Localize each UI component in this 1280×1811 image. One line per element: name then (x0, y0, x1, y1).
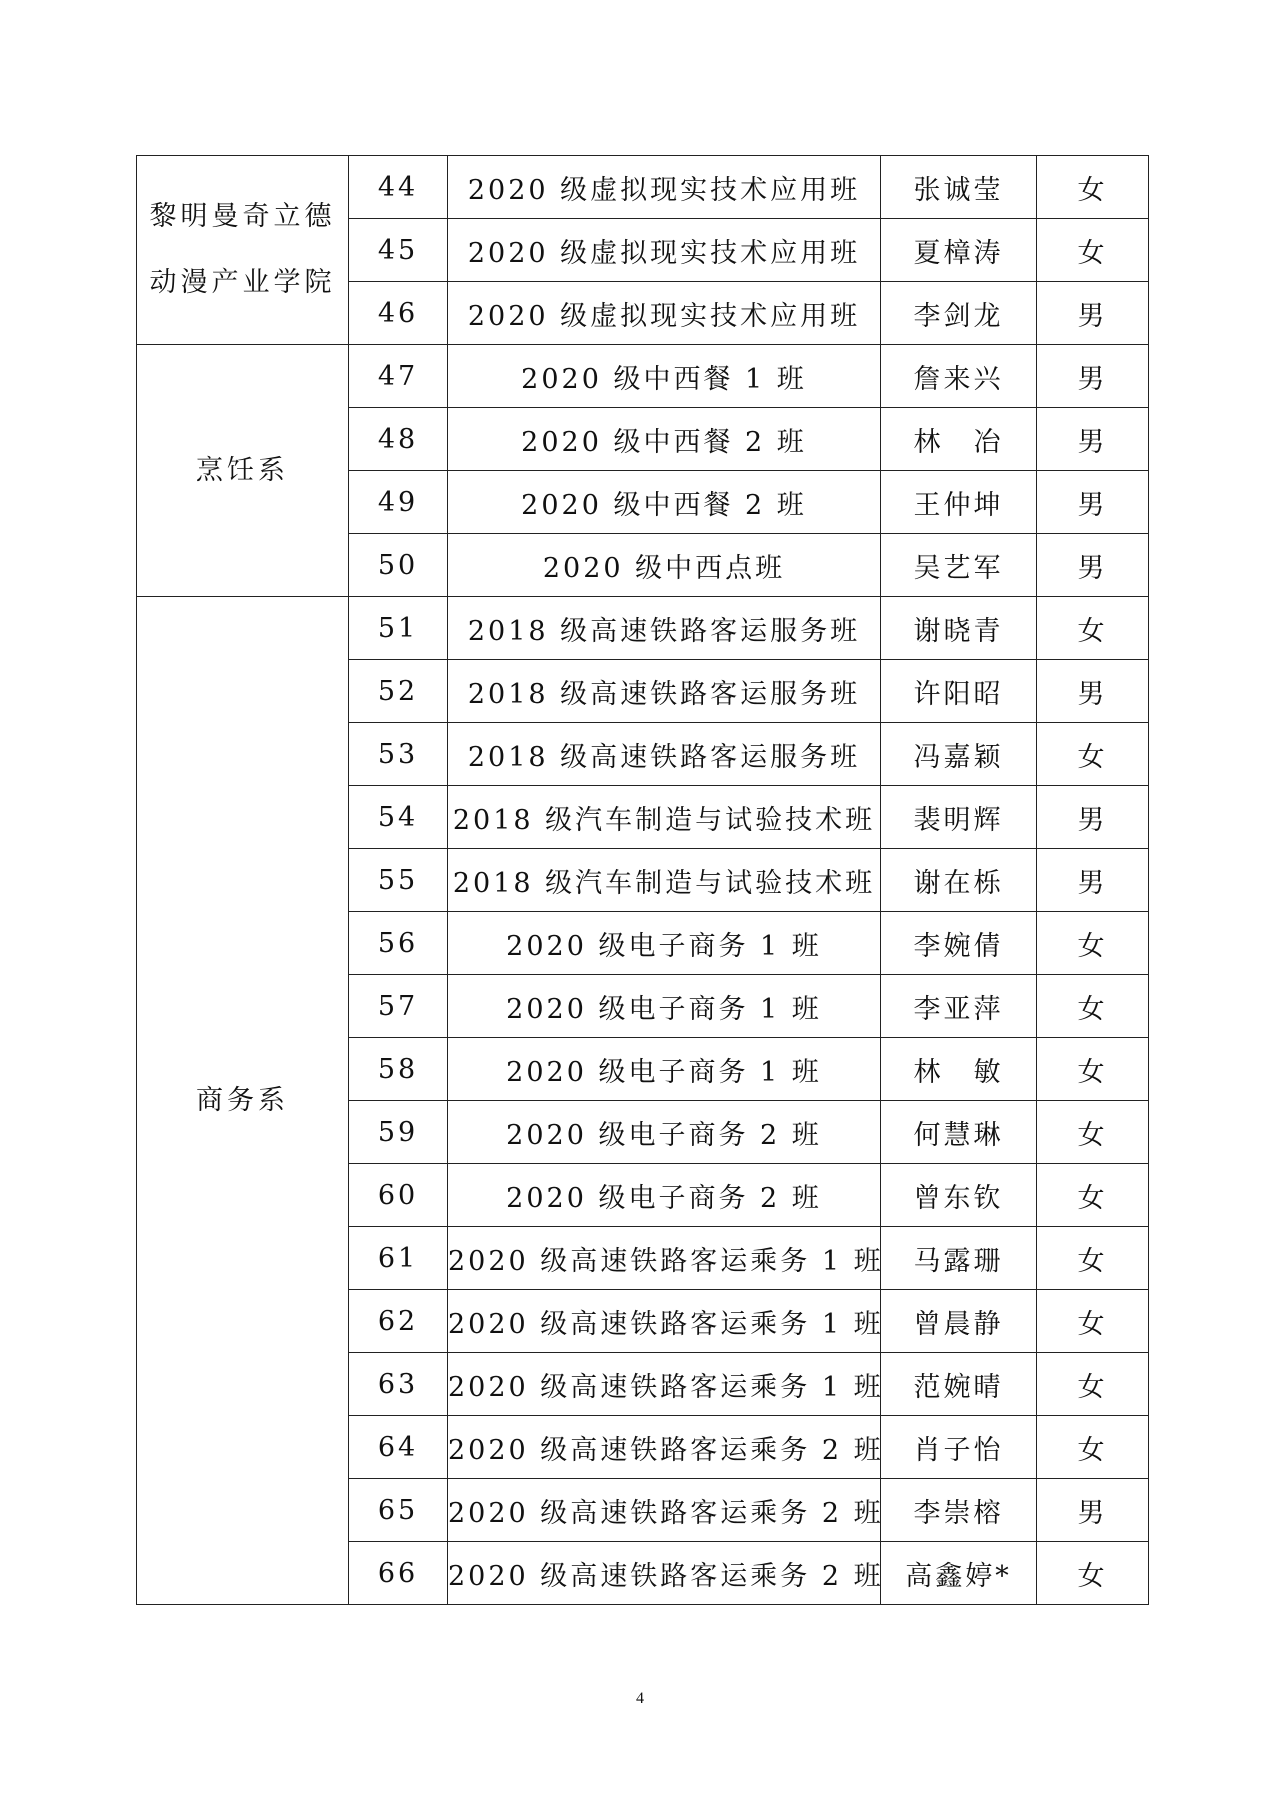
row-number-cell: 47 (349, 345, 448, 408)
row-number-cell: 65 (349, 1479, 448, 1542)
gender-cell: 女 (1037, 912, 1149, 975)
row-number-cell: 66 (349, 1542, 448, 1605)
gender-cell: 男 (1037, 408, 1149, 471)
student-name-cell: 李崇榕 (881, 1479, 1037, 1542)
gender-cell: 女 (1037, 1416, 1149, 1479)
student-name-cell: 裴明辉 (881, 786, 1037, 849)
class-name-cell: 2020 级高速铁路客运乘务 1 班 (448, 1353, 881, 1416)
gender-cell: 男 (1037, 471, 1149, 534)
row-number-cell: 49 (349, 471, 448, 534)
row-number-cell: 48 (349, 408, 448, 471)
gender-cell: 男 (1037, 660, 1149, 723)
gender-cell: 女 (1037, 1038, 1149, 1101)
student-name-cell: 王仲坤 (881, 471, 1037, 534)
gender-cell: 女 (1037, 1542, 1149, 1605)
student-roster-table (136, 155, 1149, 1605)
gender-cell: 男 (1037, 786, 1149, 849)
class-name-cell: 2018 级高速铁路客运服务班 (448, 597, 881, 660)
student-name-cell: 许阳昭 (881, 660, 1037, 723)
class-name-cell: 2018 级汽车制造与试验技术班 (448, 786, 881, 849)
table-row (137, 345, 1149, 408)
student-name-cell: 曾东钦 (881, 1164, 1037, 1227)
student-name-cell: 何慧琳 (881, 1101, 1037, 1164)
student-name-cell: 谢在栎 (881, 849, 1037, 912)
student-name-cell: 詹来兴 (881, 345, 1037, 408)
student-name-cell: 范婉晴 (881, 1353, 1037, 1416)
class-name-cell: 2018 级汽车制造与试验技术班 (448, 849, 881, 912)
roster-body (137, 156, 1149, 1605)
student-name-cell: 张诚莹 (881, 156, 1037, 219)
class-name-cell: 2020 级虚拟现实技术应用班 (448, 282, 881, 345)
class-name-cell: 2020 级电子商务 2 班 (448, 1164, 881, 1227)
row-number-cell: 57 (349, 975, 448, 1038)
gender-cell: 男 (1037, 282, 1149, 345)
table-row (137, 597, 1149, 660)
class-name-cell: 2020 级高速铁路客运乘务 2 班 (448, 1416, 881, 1479)
row-number-cell: 63 (349, 1353, 448, 1416)
student-name-cell: 吴艺军 (881, 534, 1037, 597)
class-name-cell: 2020 级电子商务 1 班 (448, 975, 881, 1038)
row-number-cell: 51 (349, 597, 448, 660)
gender-cell: 女 (1037, 723, 1149, 786)
class-name-cell: 2018 级高速铁路客运服务班 (448, 723, 881, 786)
row-number-cell: 62 (349, 1290, 448, 1353)
row-number-cell: 54 (349, 786, 448, 849)
row-number-cell: 50 (349, 534, 448, 597)
class-name-cell: 2020 级电子商务 2 班 (448, 1101, 881, 1164)
gender-cell: 女 (1037, 156, 1149, 219)
class-name-cell: 2020 级电子商务 1 班 (448, 912, 881, 975)
gender-cell: 女 (1037, 1227, 1149, 1290)
class-name-cell: 2020 级中西餐 2 班 (448, 408, 881, 471)
gender-cell: 女 (1037, 1164, 1149, 1227)
class-name-cell: 2018 级高速铁路客运服务班 (448, 660, 881, 723)
row-number-cell: 59 (349, 1101, 448, 1164)
department-cell (137, 156, 349, 345)
department-line: 烹饪系 (196, 454, 289, 486)
class-name-cell: 2020 级高速铁路客运乘务 1 班 (448, 1227, 881, 1290)
row-number-cell: 55 (349, 849, 448, 912)
row-number-cell: 52 (349, 660, 448, 723)
gender-cell: 女 (1037, 219, 1149, 282)
class-name-cell: 2020 级电子商务 1 班 (448, 1038, 881, 1101)
row-number-cell: 60 (349, 1164, 448, 1227)
row-number-cell: 61 (349, 1227, 448, 1290)
class-name-cell: 2020 级中西点班 (448, 534, 881, 597)
gender-cell: 女 (1037, 1101, 1149, 1164)
student-name-cell: 高鑫婷* (881, 1542, 1037, 1605)
department-line: 黎明曼奇立德 (149, 201, 336, 232)
class-name-cell: 2020 级虚拟现实技术应用班 (448, 219, 881, 282)
row-number-cell: 44 (349, 156, 448, 219)
student-name-cell: 林 敏 (881, 1038, 1037, 1101)
row-number-cell: 53 (349, 723, 448, 786)
row-number-cell: 58 (349, 1038, 448, 1101)
student-name-cell: 李婉倩 (881, 912, 1037, 975)
department-cell (137, 597, 349, 1605)
class-name-cell: 2020 级中西餐 1 班 (448, 345, 881, 408)
row-number-cell: 45 (349, 219, 448, 282)
class-name-cell: 2020 级高速铁路客运乘务 2 班 (448, 1542, 881, 1605)
student-name-cell: 马露珊 (881, 1227, 1037, 1290)
gender-cell: 女 (1037, 1290, 1149, 1353)
gender-cell: 女 (1037, 1353, 1149, 1416)
department-line: 动漫产业学院 (149, 267, 336, 298)
gender-cell: 男 (1037, 1479, 1149, 1542)
student-name-cell: 林 冶 (881, 408, 1037, 471)
row-number-cell: 64 (349, 1416, 448, 1479)
student-name-cell: 曾晨静 (881, 1290, 1037, 1353)
gender-cell: 男 (1037, 849, 1149, 912)
row-number-cell: 46 (349, 282, 448, 345)
table-row (137, 156, 1149, 219)
student-name-cell: 李剑龙 (881, 282, 1037, 345)
department-line: 商务系 (196, 1084, 289, 1116)
student-name-cell: 肖子怡 (881, 1416, 1037, 1479)
page-number: 4 (636, 1690, 644, 1707)
class-name-cell: 2020 级高速铁路客运乘务 2 班 (448, 1479, 881, 1542)
gender-cell: 女 (1037, 597, 1149, 660)
gender-cell: 男 (1037, 534, 1149, 597)
class-name-cell: 2020 级虚拟现实技术应用班 (448, 156, 881, 219)
student-name-cell: 冯嘉颖 (881, 723, 1037, 786)
student-name-cell: 谢晓青 (881, 597, 1037, 660)
student-name-cell: 夏樟涛 (881, 219, 1037, 282)
gender-cell: 男 (1037, 345, 1149, 408)
department-cell (137, 345, 349, 597)
class-name-cell: 2020 级中西餐 2 班 (448, 471, 881, 534)
student-name-cell: 李亚萍 (881, 975, 1037, 1038)
class-name-cell: 2020 级高速铁路客运乘务 1 班 (448, 1290, 881, 1353)
gender-cell: 女 (1037, 975, 1149, 1038)
row-number-cell: 56 (349, 912, 448, 975)
